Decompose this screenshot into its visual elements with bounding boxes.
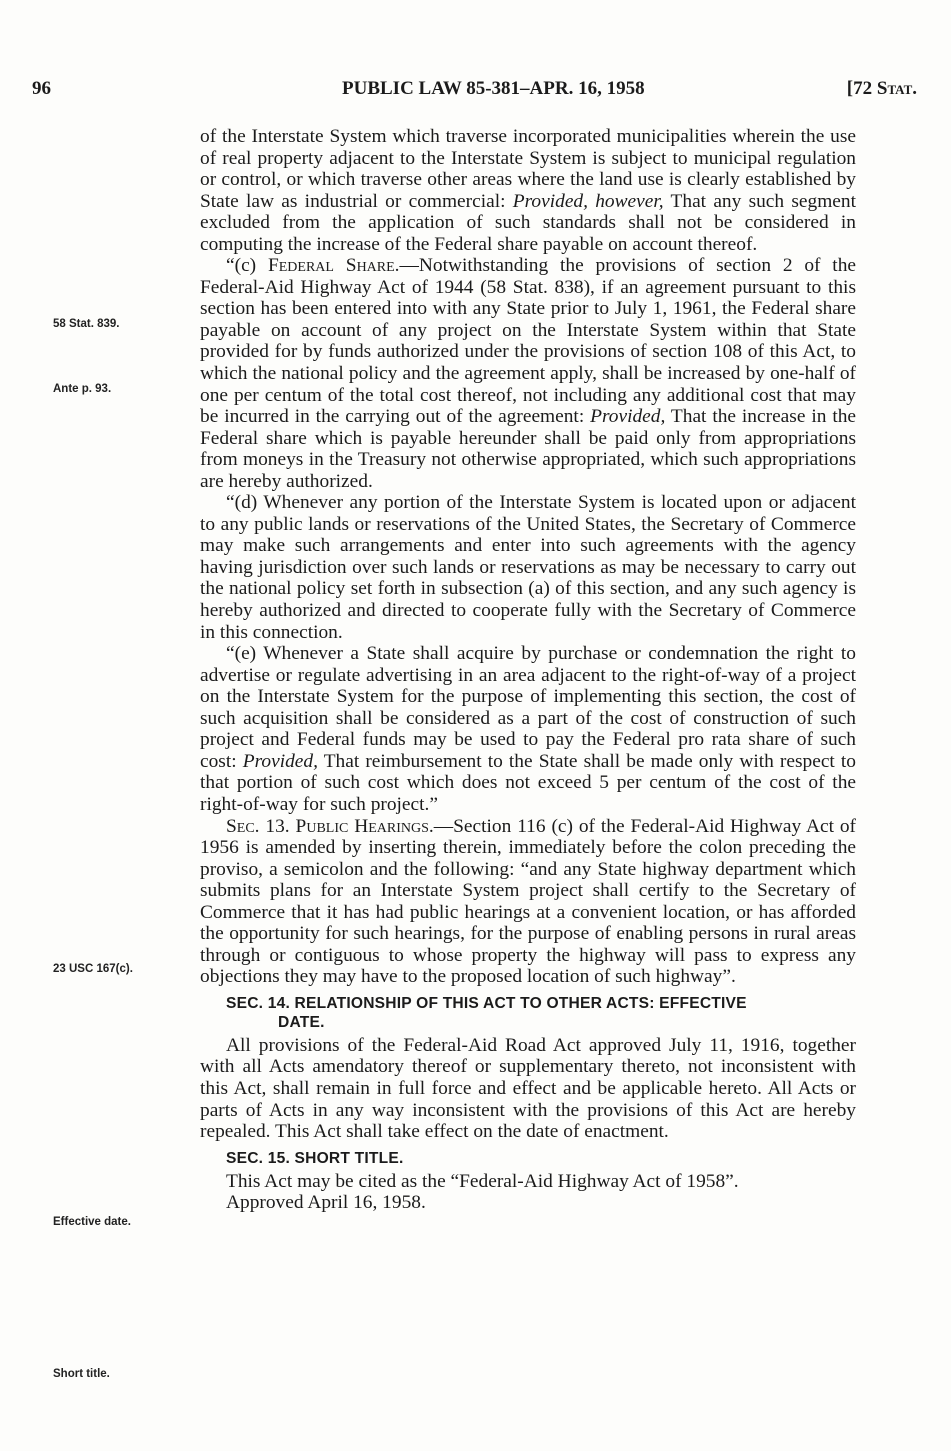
section-15-text: This Act may be cited as the “Federal-Aid Highway Act of 1958”. [226, 1170, 739, 1192]
subsection-c: “(c) Federal Share.—Notwithstanding the provisions of section 2 of the Federal-Aid Highway Act of 1944 (58 Stat. 838), if an agreement pursuant to this section has been entered into with any State prior to July 1, 1961, the Federal share payable on account of any project on the Interstate System within that State provided for by funds authorized under the provisions of section 108 of this Act, to which the national policy and the agreement apply, shall be increased by one-half of one per centum of the total cost thereof, not including any additional cost that may be incurred in the carrying out of the agreement: Provided, That the increase in the Federal share which is payable hereunder shall be paid only from appropriations from moneys in the Treasury not otherwise appropriated, which such appropriations are hereby authorized. [200, 255, 857, 492]
subsection-e: “(e) Whenever a State shall acquire by purchase or condemnation the right to advertise or regulate advertising in an area adjacent to the right-of-way of a project on the Interstate System for the purpose of implementing this section, the cost of such acquisition shall be considered as a part of the cost of construction of such project and Federal funds may be used to pay the Federal pro rata share of such cost: Provided, That reimbursement to the State shall be made only with respect to that portion of such cost which does not exceed 5 per centum of the cost of the right-of-way for such project.” [200, 643, 856, 815]
approval-line: Approved April 16, 1958. [226, 1192, 426, 1214]
proviso-phrase: Provided, [590, 406, 666, 428]
section-15-heading: SEC. 15. SHORT TITLE. [226, 1149, 404, 1167]
running-title: PUBLIC LAW 85-381–APR. 16, 1958 [342, 78, 645, 99]
margin-note-effective-date: Effective date. [53, 1216, 131, 1228]
body-text [200, 126, 856, 1214]
section-14-text: All provisions of the Federal-Aid Road Act approved July 11, 1916, together with all Acts amendatory thereof or supplementary thereto, not inconsistent with this Act, shall remain in full force and effect and be applicable hereto. All Acts or parts of Acts in any way inconsistent with the provisions of this Act are hereby repealed. This Act shall take effect on the date of enactment. [200, 1034, 856, 1143]
section-13: Sec. 13. Public Hearings.—Section 116 (c) of the Federal-Aid Highway Act of 1956 is amended by inserting therein, immediately before the colon preceding the proviso, a semicolon and the following: “and any State highway department which submits plans for an Interstate System project shall certify to the Secretary of Commerce that it has had public hearings at a convenient location, or has afforded the opportunity for such hearings, for the purpose of enabling persons in rural areas through or contiguous to whose property the highway will pass to express any objections they may have to the proposed location of such highway”. [200, 815, 856, 988]
page-number: 96 [32, 78, 51, 99]
section-13-label: Sec. 13. [226, 815, 290, 837]
subsection-d: “(d) Whenever any portion of the Interstate System is located upon or adjacent to any public lands or reservations of the United States, the Secretary of Commerce may make such arrangements and enter into such agreements with the agency having jurisdiction over such lands or reservations as may be necessary to carry out the national policy set forth in subsection (a) of this section, and any such agency is hereby authorized and directed to cooperate fully with the Secretary of Commerce in this connection. [200, 492, 856, 643]
volume-reference: [72 Stat. [846, 78, 917, 99]
proviso-phrase: Provided, however, [512, 190, 664, 212]
page-header [30, 78, 921, 104]
section-13-heading: Public Hearings. [295, 815, 434, 837]
margin-note-short-title: Short title. [53, 1368, 110, 1380]
margin-note-ante: Ante p. 93. [53, 383, 112, 395]
subsection-c-heading: Federal Share. [267, 255, 400, 277]
section-14-heading: SEC. 14. RELATIONSHIP OF THIS ACT TO OTHER ACTS: EFFECTIVE DATE. [226, 994, 747, 1031]
proviso-phrase: Provided, [242, 750, 318, 772]
margin-note-58-stat: 58 Stat. 839. [53, 318, 120, 330]
margin-note-usc: 23 USC 167(c). [53, 963, 133, 975]
paragraph-continuation: of the Interstate System which traverse incorporated municipalities wherein the use of real property adjacent to the Interstate System is subject to municipal regulation or control, or which traverse other areas where the land use is clearly established by State law as industrial or commercial: Provided, however, That any such segment excluded from the application of such standards shall not be considered in computing the increase of the Federal share payable on account thereof. [200, 126, 856, 255]
